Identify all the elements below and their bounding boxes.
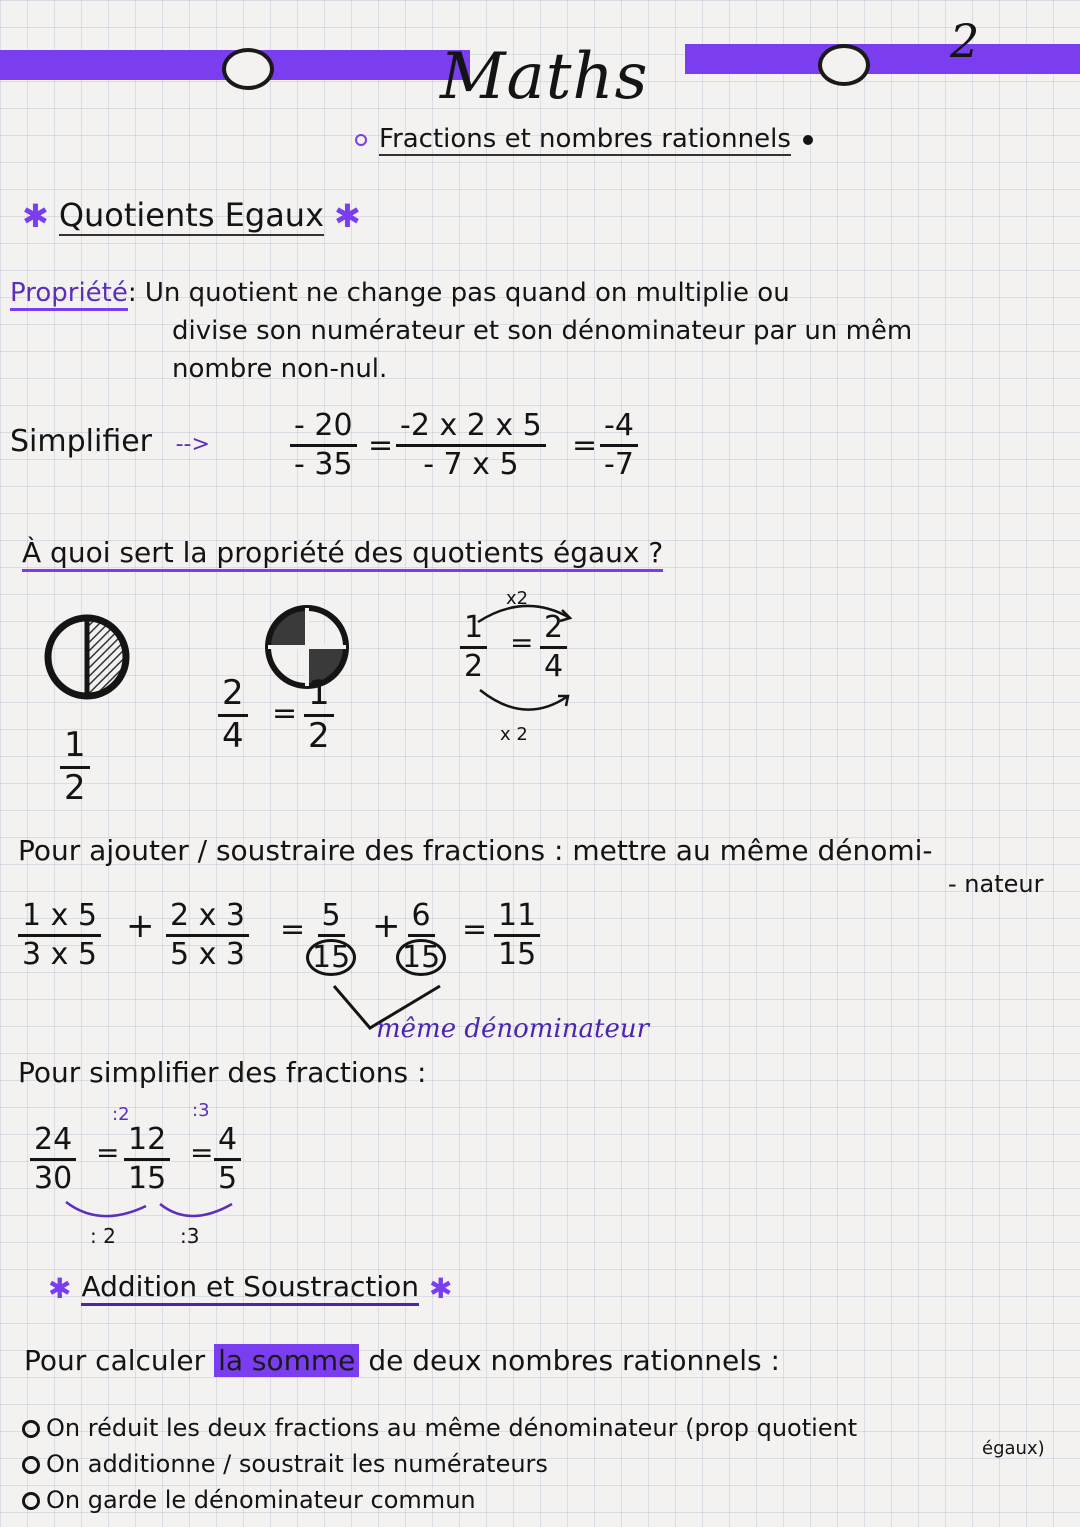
sum-intro: Pour calculer la somme de deux nombres rationnels : — [24, 1344, 780, 1377]
pie-half-icon — [42, 612, 132, 702]
bullet-item-1-note: égaux) — [982, 1438, 1045, 1459]
fraction-simplify-3: $\frac{-4}{-7}$ — [600, 410, 638, 480]
section-heading-quotients: ✱ Quotients Egaux ✱ — [22, 196, 361, 235]
bullet-icon — [22, 1492, 40, 1510]
same-denominator-note: même dénominateur — [376, 1014, 649, 1044]
fraction-term-2: $\frac{2 x 3}{5 x 3}$ — [166, 900, 249, 970]
star-icon: ✱ — [22, 197, 49, 235]
add-sub-intro-cont: - nateur — [948, 870, 1044, 898]
property-line-3: nombre non-nul. — [172, 354, 388, 384]
equals-sign: = — [462, 912, 488, 947]
property-line-1: Propriété: Un quotient ne change pas quand on multiplie ou — [10, 278, 790, 308]
binder-hole-right — [818, 44, 870, 86]
page-title: Maths — [440, 40, 649, 114]
top-band-right — [685, 44, 1080, 74]
equals-sign: = — [368, 428, 394, 463]
star-icon: ✱ — [429, 1271, 453, 1305]
bullet-dot — [803, 135, 813, 145]
subtitle-row — [355, 124, 813, 156]
plus-sign: + — [126, 906, 155, 946]
equals-sign: = — [510, 626, 534, 659]
star-icon: ✱ — [334, 197, 361, 235]
highlight: la somme — [214, 1344, 359, 1377]
divide-arrows — [60, 1198, 250, 1226]
fraction-half-2: $\frac{1}{2}$ — [304, 676, 334, 754]
add-sub-intro: Pour ajouter / soustraire des fractions : mettre au même dénomi- — [18, 834, 933, 867]
fraction-two-fourths-2: $\frac{2}{4}$ — [540, 612, 567, 682]
equals-sign: = — [272, 696, 298, 731]
property-line-2: divise son numérateur et son dénominateur par un mêm — [172, 316, 913, 346]
page-number: 2 — [950, 14, 980, 68]
property-label: Propriété — [10, 278, 128, 311]
subtitle: Fractions et nombres rationnels — [379, 124, 791, 154]
question-heading: À quoi sert la propriété des quotients égaux ? — [22, 536, 663, 572]
fraction-half: $\frac{1}{2}$ — [60, 728, 90, 806]
fraction-simplify-1: $\frac{- 20}{- 35}$ — [290, 410, 357, 480]
section-heading-addition: ✱ Addition et Soustraction ✱ — [48, 1270, 453, 1305]
multiplier-top: x2 — [506, 588, 529, 609]
divisor-bottom-2: :3 — [180, 1224, 200, 1248]
fraction-simplify-2: $\frac{-2 x 2 x 5}{- 7 x 5}$ — [396, 410, 546, 480]
simplify-intro: Pour simplifier des fractions : — [18, 1056, 427, 1089]
fraction-12-15: $\frac{12}{15}$ — [124, 1124, 170, 1194]
bullet-item-2: On additionne / soustrait les numérateurs — [22, 1450, 548, 1478]
bullet-dot — [355, 134, 367, 146]
star-icon: ✱ — [48, 1271, 72, 1305]
multiplier-bottom: x 2 — [500, 724, 528, 745]
bullet-item-1: On réduit les deux fractions au même dénominateur (prop quotient — [22, 1414, 857, 1442]
equals-sign: = — [190, 1136, 214, 1169]
equals-sign: = — [572, 428, 598, 463]
bullet-item-3: On garde le dénominateur commun — [22, 1486, 476, 1514]
divisor-bottom-1: : 2 — [90, 1224, 116, 1248]
fraction-two-fourths: $\frac{2}{4}$ — [218, 676, 248, 754]
divisor-top-2: :3 — [192, 1100, 210, 1121]
equals-sign: = — [96, 1136, 120, 1169]
binder-hole-left — [222, 48, 274, 90]
simplify-label: Simplifier --> — [10, 424, 210, 459]
divisor-top-1: :2 — [112, 1104, 130, 1125]
fraction-sum: $\frac{11}{15}$ — [494, 900, 540, 970]
fraction-result-2: $\frac{6}{15}$ — [396, 900, 446, 976]
plus-sign: + — [372, 906, 401, 946]
fraction-result-1: $\frac{5}{15}$ — [306, 900, 356, 976]
arrow-right-icon: --> — [175, 432, 210, 457]
fraction-24-30: $\frac{24}{30}$ — [30, 1124, 76, 1194]
fraction-4-5: $\frac{4}{5}$ — [214, 1124, 241, 1194]
equals-sign: = — [280, 912, 306, 947]
curved-arrow-bottom — [470, 686, 580, 720]
fraction-half-3: $\frac{1}{2}$ — [460, 612, 487, 682]
bullet-icon — [22, 1456, 40, 1474]
bullet-icon — [22, 1420, 40, 1438]
fraction-term-1: $\frac{1 x 5}{3 x 5}$ — [18, 900, 101, 970]
